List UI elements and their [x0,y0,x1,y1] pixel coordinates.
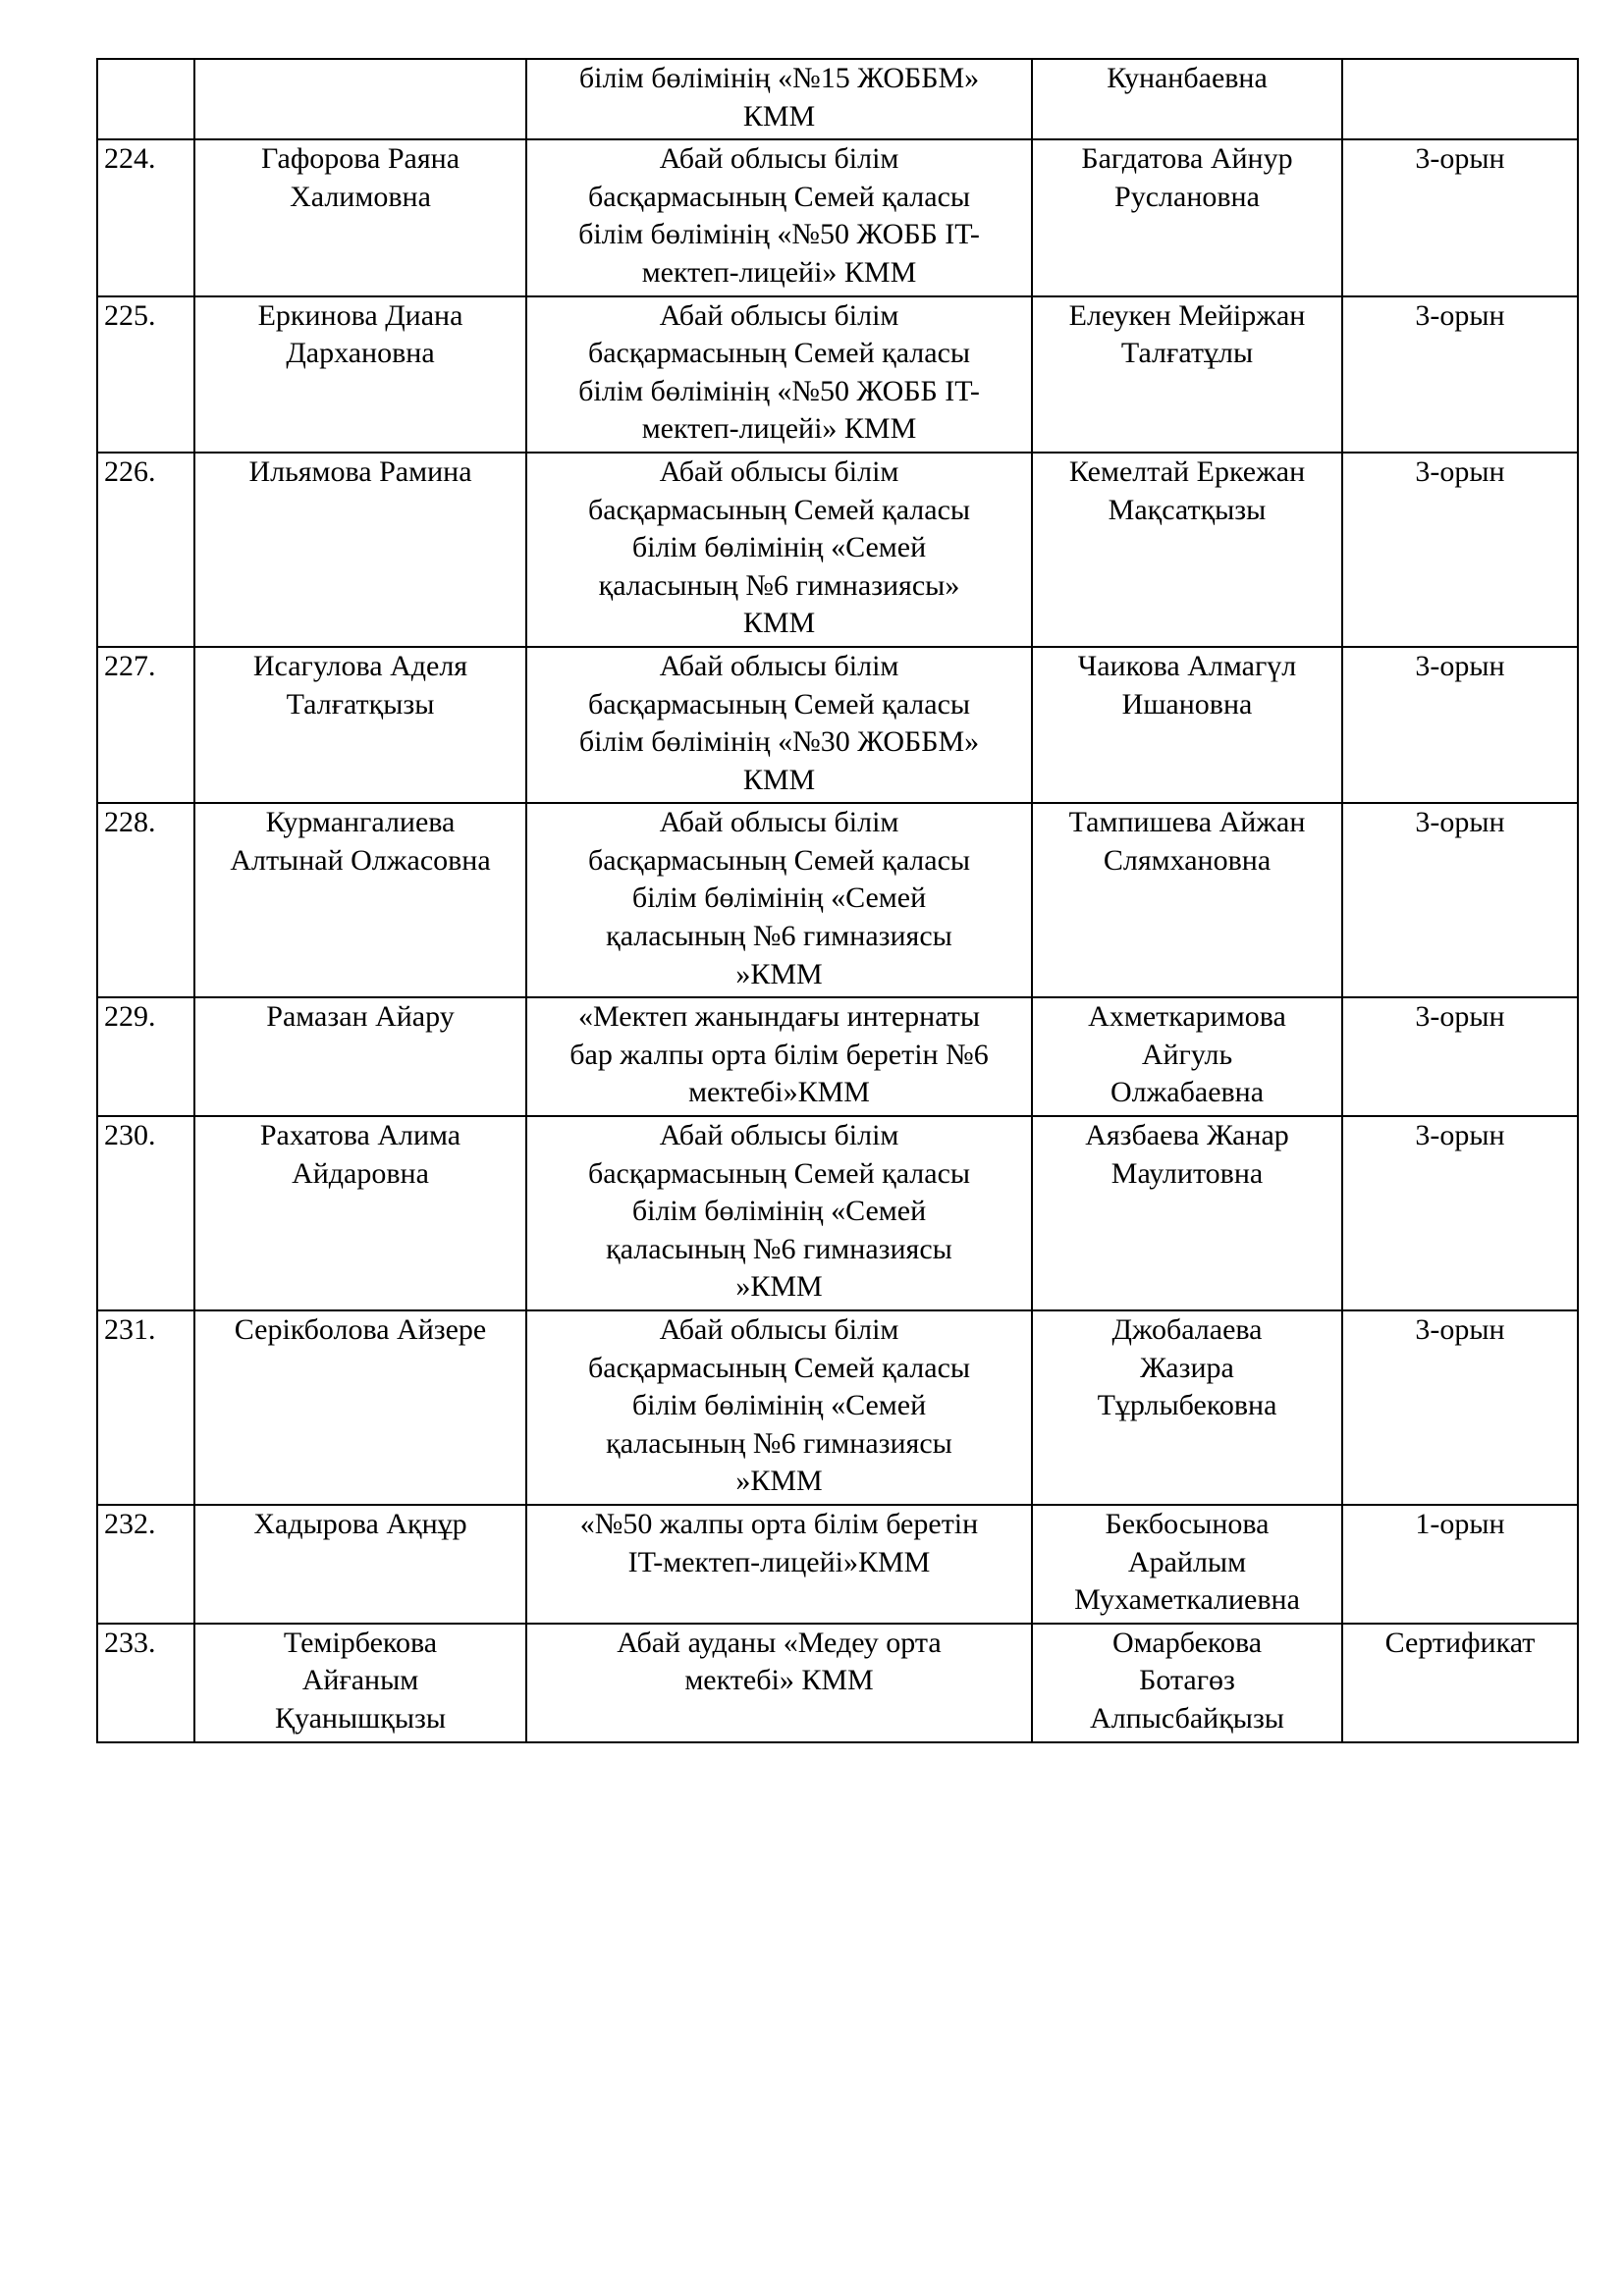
row-number: 231. [97,1310,194,1505]
row-number: 229. [97,997,194,1116]
result-place: 1-орын [1342,1505,1578,1624]
table-row [97,1310,1578,1505]
row-number: 228. [97,803,194,997]
participant-name: Еркинова Диана Дархановна [194,296,526,453]
participant-name: Серікболова Айзере [194,1310,526,1505]
results-table [96,58,1579,1743]
table-row [97,1505,1578,1624]
organization-name: «№50 жалпы орта білім беретін IT-мектеп-лицейі»КММ [526,1505,1032,1624]
row-number: 226. [97,453,194,647]
organization-name: Абай облысы білім басқармасының Семей қаласы білім бөлімінің «№30 ЖОББМ» КММ [526,647,1032,803]
participant-name: Гафорова Раяна Халимовна [194,139,526,295]
table-row [97,647,1578,803]
organization-name: Абай облысы білім басқармасының Семей қаласы білім бөлімінің «№50 ЖОББ IT- мектеп-лицейі» КММ [526,139,1032,295]
result-place: 3-орын [1342,1310,1578,1505]
participant-name: Ильямова Рамина [194,453,526,647]
participant-name: Хадырова Ақнұр [194,1505,526,1624]
teacher-name: Тампишева Айжан Слямхановна [1032,803,1342,997]
teacher-name: Кунанбаевна [1032,59,1342,139]
table-row [97,803,1578,997]
organization-name: Абай облысы білім басқармасының Семей қаласы білім бөлімінің «№50 ЖОББ IT- мектеп-лицейі» КММ [526,296,1032,453]
participant-name: Рамазан Айару [194,997,526,1116]
row-number: 233. [97,1624,194,1742]
teacher-name: Ахметкаримова Айгуль Олжабаевна [1032,997,1342,1116]
participant-name: Рахатова Алима Айдаровна [194,1116,526,1310]
organization-name: Абай облысы білім басқармасының Семей қаласы білім бөлімінің «Семей қаласының №6 гимназиясы »КММ [526,1310,1032,1505]
result-place: 3-орын [1342,453,1578,647]
row-number [97,59,194,139]
table-row [97,1624,1578,1742]
teacher-name: Чаикова Алмагүл Ишановна [1032,647,1342,803]
row-number: 230. [97,1116,194,1310]
result-place: 3-орын [1342,647,1578,803]
teacher-name: Кемелтай Еркежан Мақсатқызы [1032,453,1342,647]
row-number: 225. [97,296,194,453]
result-place [1342,59,1578,139]
row-number: 227. [97,647,194,803]
result-place: 3-орын [1342,296,1578,453]
participant-name [194,59,526,139]
table-row [97,453,1578,647]
participant-name: Темірбекова Айғаным Қуанышқызы [194,1624,526,1742]
organization-name: «Мектеп жанындағы интернаты бар жалпы орта білім беретін №6 мектебі»КММ [526,997,1032,1116]
teacher-name: Бекбосынова Арайлым Мухаметкалиевна [1032,1505,1342,1624]
teacher-name: Аязбаева Жанар Маулитовна [1032,1116,1342,1310]
organization-name: Абай облысы білім басқармасының Семей қаласы білім бөлімінің «Семей қаласының №6 гимназиясы »КММ [526,803,1032,997]
row-number: 224. [97,139,194,295]
table-row [97,59,1578,139]
table-row [97,1116,1578,1310]
organization-name: білім бөлімінің «№15 ЖОББМ» КММ [526,59,1032,139]
table-row [97,296,1578,453]
teacher-name: Багдатова Айнур Руслановна [1032,139,1342,295]
teacher-name: Джобалаева Жазира Тұрлыбековна [1032,1310,1342,1505]
table-row [97,139,1578,295]
teacher-name: Елеукен Мейіржан Талғатұлы [1032,296,1342,453]
row-number: 232. [97,1505,194,1624]
table-row [97,997,1578,1116]
organization-name: Абай облысы білім басқармасының Семей қаласы білім бөлімінің «Семей қаласының №6 гимназиясы» КММ [526,453,1032,647]
result-place: Сертификат [1342,1624,1578,1742]
participant-name: Исагулова Аделя Талғатқызы [194,647,526,803]
organization-name: Абай облысы білім басқармасының Семей қаласы білім бөлімінің «Семей қаласының №6 гимназиясы »КММ [526,1116,1032,1310]
organization-name: Абай ауданы «Медеу орта мектебі» КММ [526,1624,1032,1742]
result-place: 3-орын [1342,139,1578,295]
participant-name: Курмангалиева Алтынай Олжасовна [194,803,526,997]
teacher-name: Омарбекова Ботагөз Алпысбайқызы [1032,1624,1342,1742]
result-place: 3-орын [1342,803,1578,997]
result-place: 3-орын [1342,1116,1578,1310]
result-place: 3-орын [1342,997,1578,1116]
